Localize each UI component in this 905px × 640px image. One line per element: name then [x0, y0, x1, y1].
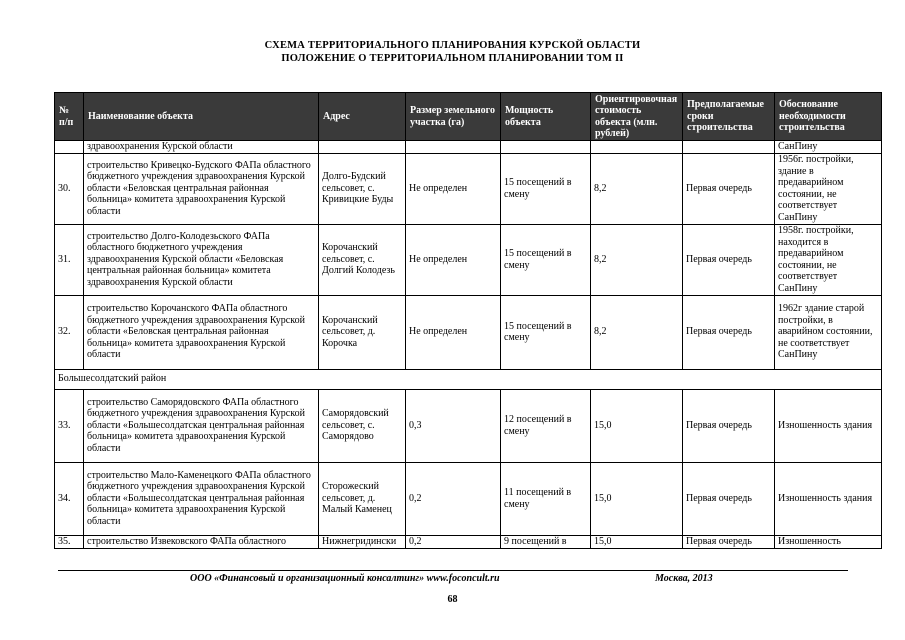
cell-cost: 8,2: [591, 153, 683, 224]
cell-cost: 15,0: [591, 462, 683, 535]
cell-address: Сторожеский сельсовет, д. Малый Каменец: [319, 462, 406, 535]
cell-cost: 8,2: [591, 224, 683, 295]
cell-address: Корочанский сельсовет, д. Корочка: [319, 295, 406, 369]
table-row: [55, 295, 882, 369]
cell-schedule: Первая очередь: [683, 389, 775, 462]
header-address: Адрес: [319, 93, 406, 141]
table-row: [55, 389, 882, 462]
cell-cost: 8,2: [591, 295, 683, 369]
table-row: [55, 153, 882, 224]
cell-num: 31.: [55, 224, 84, 295]
document-title: СХЕМА ТЕРРИТОРИАЛЬНОГО ПЛАНИРОВАНИЯ КУРСКОЙ ОБЛАСТИ: [264, 40, 641, 51]
cell-reason: Изношенность здания: [775, 462, 882, 535]
header-reason: Обоснование необходимости строительства: [775, 93, 882, 141]
table-row: [55, 224, 882, 295]
cell-num: 34.: [55, 462, 84, 535]
cell-reason: 1962г здание старой постройки, в аварийном состоянии, не соответствует СанПину: [775, 295, 882, 369]
table-row: [55, 462, 882, 535]
cell-name: здравоохранения Курской области: [84, 141, 319, 154]
cell-schedule: Первая очередь: [683, 153, 775, 224]
cell-address: Саморядовский сельсовет, с. Саморядово: [319, 389, 406, 462]
cell-schedule: Первая очередь: [683, 462, 775, 535]
cell-capacity: 12 посещений в смену: [501, 389, 591, 462]
cell-address: Корочанский сельсовет, с. Долгий Колодезь: [319, 224, 406, 295]
cell-capacity: 15 посещений в смену: [501, 224, 591, 295]
header-cost: Ориентировочная стоимость объекта (млн. рублей): [591, 93, 683, 141]
cell-area: Не определен: [406, 224, 501, 295]
cell-address: Долго-Будский сельсовет, с. Кривицкие Буды: [319, 153, 406, 224]
footer-city-year: Москва, 2013: [655, 573, 713, 584]
continuation-row: [55, 141, 882, 154]
cell-area: 0,2: [406, 462, 501, 535]
cell-reason: СанПину: [775, 141, 882, 154]
cell-schedule: Первая очередь: [683, 295, 775, 369]
cell-schedule: Первая очередь: [683, 535, 775, 548]
header-capacity: Мощность объекта: [501, 93, 591, 141]
cell-name: строительство Извековского ФАПа областного: [84, 535, 319, 548]
header-area: Размер земельного участка (га): [406, 93, 501, 141]
page-number: 68: [447, 594, 458, 605]
table-row: [55, 535, 882, 548]
cell-schedule: Первая очередь: [683, 224, 775, 295]
cell-name: строительство Долго-Колодезьского ФАПа областного бюджетного учреждения здравоохранения Курской области «Беловская центральная районная больница» комитета здравоохранения Курской области: [84, 224, 319, 295]
cell-cost: 15,0: [591, 535, 683, 548]
cell-reason: Изношенность: [775, 535, 882, 548]
cell-cost: 15,0: [591, 389, 683, 462]
cell-name: строительство Саморядовского ФАПа областного бюджетного учреждения здравоохранения Курской области «Большесолдатская центральная районная больница» комитета здравоохранения Курской области: [84, 389, 319, 462]
cell-num: 30.: [55, 153, 84, 224]
cell-capacity: 11 посещений в смену: [501, 462, 591, 535]
footer-company: ООО «Финансовый и организационный консалтинг» www.foconcult.ru: [190, 573, 500, 584]
cell-reason: Изношенность здания: [775, 389, 882, 462]
objects-table: [54, 92, 882, 549]
cell-name: строительство Кривецко-Будского ФАПа областного бюджетного учреждения здравоохранения Курской области «Беловская центральная районная больница» комитета здравоохранения Курской области: [84, 153, 319, 224]
cell-reason: 1958г. постройки, находится в предаварийном состоянии, не соответствует СанПину: [775, 224, 882, 295]
cell-capacity: 15 посещений в смену: [501, 153, 591, 224]
cell-address: Нижнегридински: [319, 535, 406, 548]
table-header-row: [55, 93, 882, 141]
cell-name: строительство Мало-Каменецкого ФАПа областного бюджетного учреждения здравоохранения Курской области «Большесолдатская центральная районная больница» комитета здравоохранения Курской области: [84, 462, 319, 535]
cell-capacity: 9 посещений в: [501, 535, 591, 548]
cell-area: 0,2: [406, 535, 501, 548]
cell-area: Не определен: [406, 153, 501, 224]
cell-reason: 1956г. постройки, здание в предаварийном состоянии, не соответствует СанПину: [775, 153, 882, 224]
footer-divider: [58, 570, 848, 571]
cell-area: Не определен: [406, 295, 501, 369]
cell-num: 32.: [55, 295, 84, 369]
cell-area: 0,3: [406, 389, 501, 462]
cell-num: 35.: [55, 535, 84, 548]
cell-capacity: 15 посещений в смену: [501, 295, 591, 369]
header-name: Наименование объекта: [84, 93, 319, 141]
header-num: № п/п: [55, 93, 84, 141]
section-row: [55, 369, 882, 389]
header-schedule: Предполагаемые сроки строительства: [683, 93, 775, 141]
cell-name: строительство Корочанского ФАПа областного бюджетного учреждения здравоохранения Курской области «Беловская центральная районная больница» комитета здравоохранения Курской области: [84, 295, 319, 369]
section-title: Большесолдатский район: [55, 369, 882, 389]
document-subtitle: ПОЛОЖЕНИЕ О ТЕРРИТОРИАЛЬНОМ ПЛАНИРОВАНИИ ТОМ II: [281, 53, 624, 64]
cell-num: 33.: [55, 389, 84, 462]
